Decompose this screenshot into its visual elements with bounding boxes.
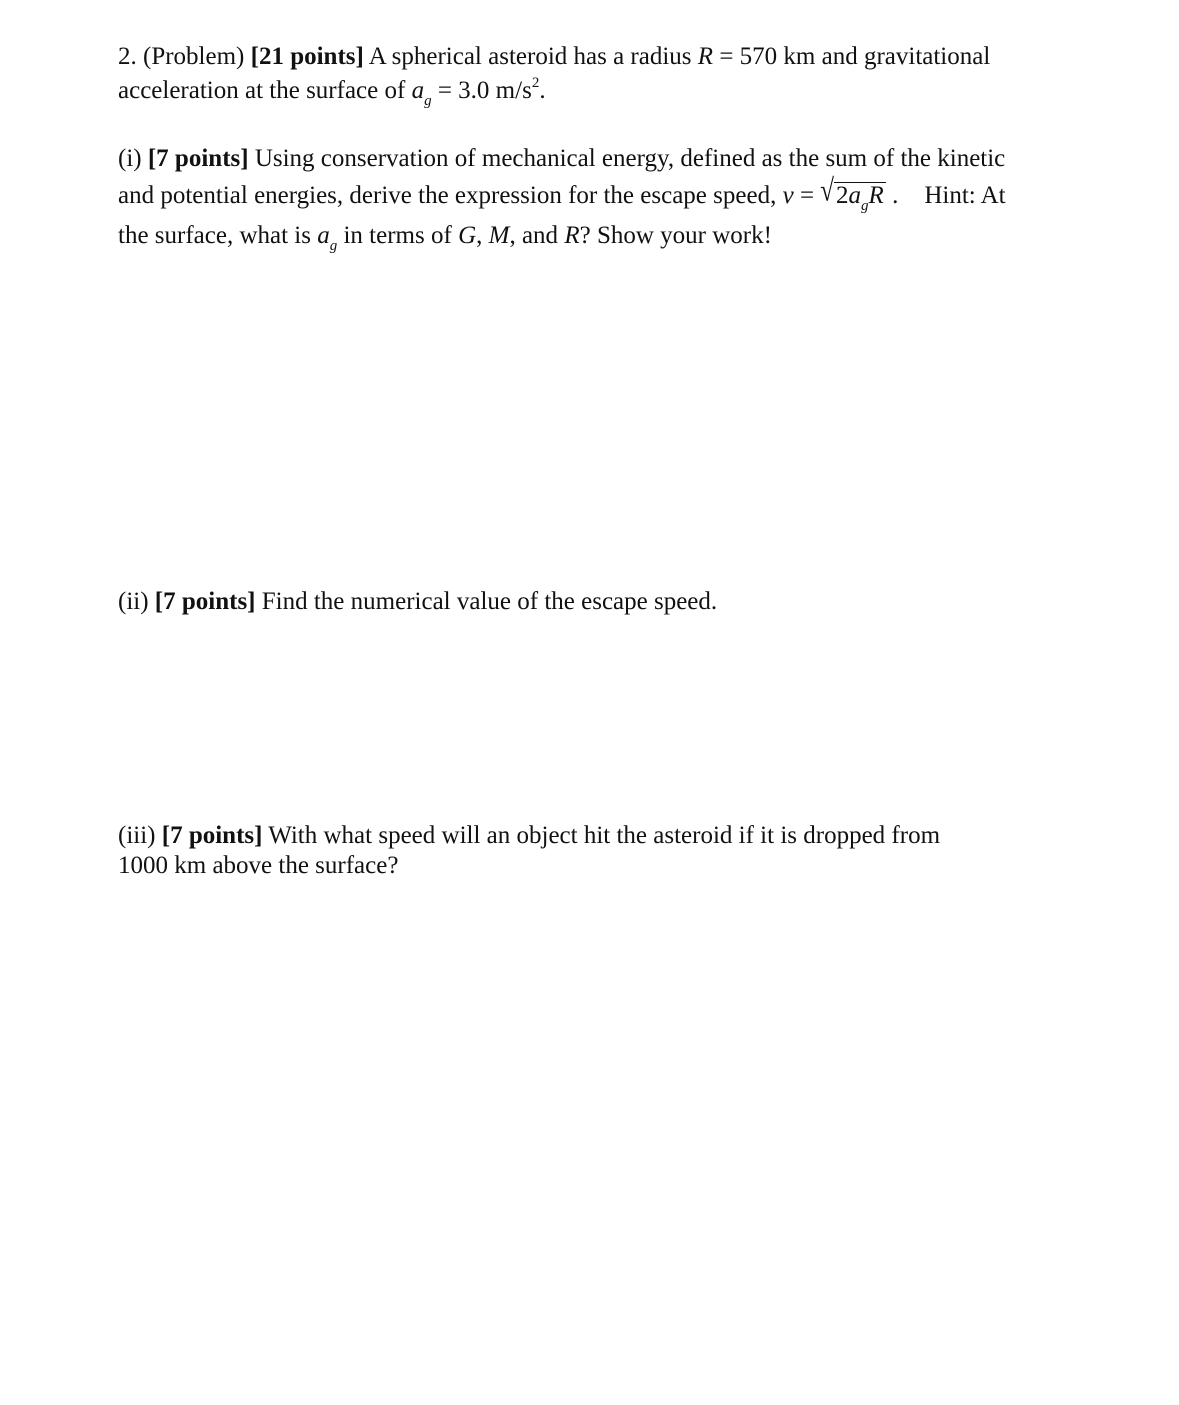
part-i-text: Using conservation of mechanical energy, defined as the sum of the kinetic (248, 145, 1006, 172)
part-ii (118, 585, 1078, 619)
part-i-line-3 (118, 218, 1078, 257)
part-i-text: ? Show your work! (579, 222, 772, 249)
problem-number: 2. (Problem) (118, 43, 251, 70)
part-i-text: in terms of (337, 222, 459, 249)
period: . (885, 182, 899, 209)
acceleration-variable: a (411, 77, 425, 104)
part-iii-label: (iii) (118, 822, 162, 849)
separator: , (476, 222, 489, 249)
part-ii-text: Find the numerical value of the escape speed. (255, 588, 718, 615)
radius-variable: R (697, 43, 714, 70)
separator: , and (509, 222, 565, 249)
problem-text: A spherical asteroid has a radius (363, 43, 698, 70)
acceleration-subscript: g (424, 93, 432, 109)
equals-sign: = (793, 182, 821, 209)
part-iii-line-1 (118, 821, 1078, 851)
sqrt-icon: √ (820, 174, 835, 208)
part-iii-text: 1000 km above the surface? (118, 852, 399, 879)
problem-text: = 570 km and gravitational (713, 43, 991, 70)
part-ii-points: [7 points] (154, 588, 256, 615)
problem-statement (118, 40, 1078, 111)
hint-text: Hint: At (924, 182, 1006, 209)
part-i-line-2 (118, 174, 1078, 214)
part-i-text: and potential energies, derive the expression for the escape speed, (118, 182, 783, 209)
coefficient: 2 (836, 182, 849, 209)
part-i-line-1 (118, 142, 1078, 176)
acceleration-variable: a (317, 222, 330, 249)
mass-variable: M (488, 222, 510, 249)
speed-variable: v (782, 182, 794, 209)
part-i-text: the surface, what is (118, 222, 318, 249)
part-iii-points: [7 points] (161, 822, 263, 849)
part-i-label: (i) (118, 145, 148, 172)
radius-variable: R (868, 182, 884, 209)
sqrt-radicand (834, 182, 886, 212)
acceleration-variable: a (848, 182, 862, 209)
part-ii-line-1 (118, 585, 1078, 619)
radius-variable: R (564, 222, 580, 249)
problem-text: = 3.0 m/s (431, 77, 532, 104)
part-ii-label: (ii) (118, 588, 155, 615)
problem-line-1 (118, 40, 1078, 74)
part-iii-text: With what speed will an object hit the asteroid if it is dropped from (262, 822, 941, 849)
part-i (118, 142, 1078, 257)
g-variable: G (458, 222, 477, 249)
part-iii-line-2 (118, 851, 1078, 881)
problem-line-2 (118, 74, 1078, 111)
square-root-expression (820, 174, 886, 214)
problem-points: [21 points] (250, 43, 364, 70)
acceleration-subscript: g (329, 238, 338, 254)
problem-text: . (539, 77, 546, 104)
part-i-points: [7 points] (147, 145, 249, 172)
part-iii (118, 821, 1078, 881)
acceleration-subscript: g (861, 198, 869, 214)
problem-text: acceleration at the surface of (118, 77, 412, 104)
exponent: 2 (531, 75, 540, 91)
